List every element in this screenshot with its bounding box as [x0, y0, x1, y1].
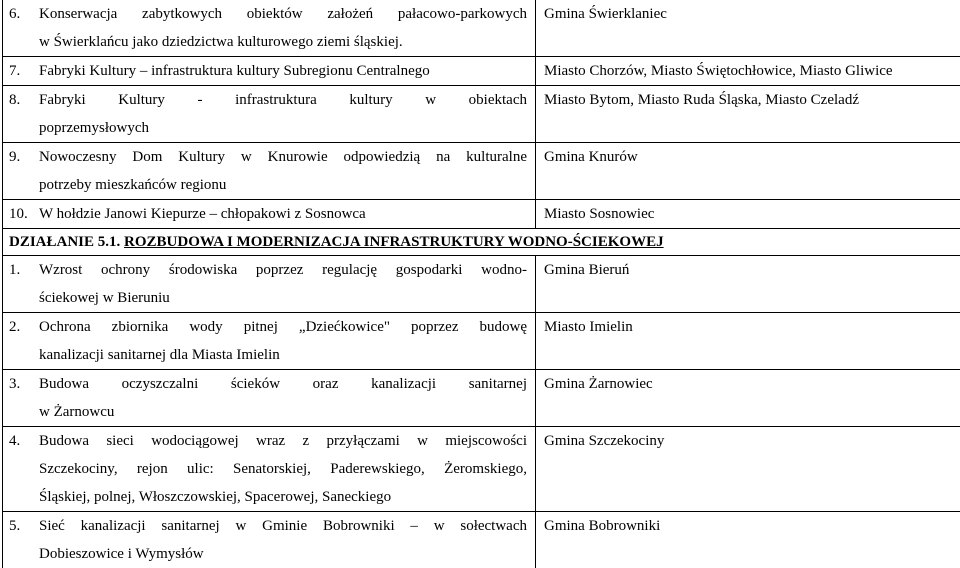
- projects-table-body: [3, 0, 960, 568]
- project-title-line: ściekowej w Bieruniu: [39, 290, 170, 306]
- project-number: 7.: [9, 63, 21, 79]
- beneficiary-cell: [536, 313, 960, 370]
- project-title-cell: [3, 57, 536, 86]
- section-title: ROZBUDOWA I MODERNIZACJA INFRASTRUKTURY WODNO-ŚCIEKOWEJ: [124, 234, 664, 250]
- project-title-line: Fabryki Kultury - infrastruktura kultury w obiektach: [39, 92, 527, 108]
- project-title-cell: [3, 370, 536, 427]
- beneficiary-cell: [536, 57, 960, 86]
- table-row: [3, 313, 960, 370]
- project-item: [9, 143, 535, 199]
- beneficiary-name: Miasto Imielin: [544, 319, 633, 335]
- project-title-line: w Świerklańcu jako dziedzictwa kulturowego ziemi śląskiej.: [39, 34, 403, 50]
- project-title-line: Śląskiej, polnej, Włoszczowskiej, Spacerowej, Saneckiego: [39, 489, 392, 505]
- beneficiary-cell: [536, 256, 960, 313]
- project-item: [9, 427, 535, 511]
- project-title-cell: [3, 200, 536, 229]
- project-title-cell: [3, 256, 536, 313]
- projects-table: [2, 0, 960, 568]
- table-row: [3, 0, 960, 57]
- project-number: 4.: [9, 433, 21, 449]
- beneficiary-cell: [536, 0, 960, 57]
- table-row: [3, 512, 960, 568]
- beneficiary-cell: [536, 86, 960, 143]
- project-number: 1.: [9, 262, 21, 278]
- project-number: 6.: [9, 6, 21, 22]
- beneficiary-cell: [536, 427, 960, 512]
- table-row: [3, 200, 960, 229]
- project-title: [39, 143, 535, 199]
- project-title-line: Budowa sieci wodociągowej wraz z przyłączami w miejscowości: [39, 433, 527, 449]
- project-title-cell: [3, 143, 536, 200]
- beneficiary-name: Miasto Sosnowiec: [544, 206, 655, 222]
- project-title-line: Konserwacja zabytkowych obiektów założeń pałacowo-parkowych: [39, 6, 527, 22]
- project-item: [9, 370, 535, 426]
- project-item: [9, 200, 535, 228]
- beneficiary-cell: [536, 512, 960, 568]
- project-title: [39, 86, 535, 142]
- section-prefix: DZIAŁANIE 5.1.: [9, 234, 121, 250]
- project-title-line: poprzemysłowych: [39, 120, 149, 136]
- project-title-line: Ochrona zbiornika wody pitnej „Dziećkowice" poprzez budowę: [39, 319, 527, 335]
- beneficiary-name: Gmina Szczekociny: [544, 433, 665, 449]
- table-row: [3, 370, 960, 427]
- section-header: [3, 229, 960, 256]
- project-title-cell: [3, 512, 536, 568]
- project-title-cell: [3, 0, 536, 57]
- project-number: 8.: [9, 92, 21, 108]
- beneficiary-cell: [536, 143, 960, 200]
- beneficiary-name: Miasto Bytom, Miasto Ruda Śląska, Miasto Czeladź: [544, 92, 859, 108]
- table-row: [3, 427, 960, 512]
- project-title-line: Fabryki Kultury – infrastruktura kultury Subregionu Centralnego: [39, 63, 430, 79]
- project-title-line: Sieć kanalizacji sanitarnej w Gminie Bobrowniki – w sołectwach: [39, 518, 527, 534]
- beneficiary-name: Gmina Knurów: [544, 149, 638, 165]
- project-title: [39, 0, 535, 56]
- table-row: [3, 86, 960, 143]
- project-title-line: potrzeby mieszkańców regionu: [39, 177, 227, 193]
- beneficiary-cell: [536, 200, 960, 229]
- section-header-row: [3, 229, 960, 256]
- project-number: 5.: [9, 518, 21, 534]
- project-title: [39, 313, 535, 369]
- project-title-line: Dobieszowice i Wymysłów: [39, 546, 204, 562]
- project-title: [39, 200, 535, 228]
- beneficiary-cell: [536, 370, 960, 427]
- beneficiary-name: Gmina Świerklaniec: [544, 6, 667, 22]
- project-title-line: w Żarnowcu: [39, 404, 115, 420]
- project-number: 3.: [9, 376, 21, 392]
- beneficiary-name: Gmina Bieruń: [544, 262, 630, 278]
- project-title-cell: [3, 313, 536, 370]
- project-item: [9, 0, 535, 56]
- project-title-cell: [3, 427, 536, 512]
- project-title-line: W hołdzie Janowi Kiepurze – chłopakowi z Sosnowca: [39, 206, 366, 222]
- project-item: [9, 512, 535, 568]
- beneficiary-name: Miasto Chorzów, Miasto Świętochłowice, Miasto Gliwice: [544, 63, 893, 79]
- project-title: [39, 256, 535, 312]
- table-row: [3, 143, 960, 200]
- project-title-line: Budowa oczyszczalni ścieków oraz kanalizacji sanitarnej: [39, 376, 527, 392]
- project-title-line: Wzrost ochrony środowiska poprzez regulację gospodarki wodno-: [39, 262, 527, 278]
- beneficiary-name: Gmina Żarnowiec: [544, 376, 653, 392]
- project-title-line: Szczekociny, rejon ulic: Senatorskiej, Paderewskiego, Żeromskiego,: [39, 461, 527, 477]
- project-item: [9, 57, 535, 85]
- project-number: 9.: [9, 149, 21, 165]
- project-title: [39, 370, 535, 426]
- project-title: [39, 512, 535, 568]
- project-title-cell: [3, 86, 536, 143]
- project-item: [9, 313, 535, 369]
- table-row: [3, 57, 960, 86]
- project-item: [9, 256, 535, 312]
- project-title-line: kanalizacji sanitarnej dla Miasta Imielin: [39, 347, 280, 363]
- project-title: [39, 427, 535, 511]
- project-number: 2.: [9, 319, 21, 335]
- beneficiary-name: Gmina Bobrowniki: [544, 518, 661, 534]
- project-title-line: Nowoczesny Dom Kultury w Knurowie odpowiedzią na kulturalne: [39, 149, 527, 165]
- project-number: 10.: [9, 206, 28, 222]
- project-title: [39, 57, 535, 85]
- project-item: [9, 86, 535, 142]
- table-row: [3, 256, 960, 313]
